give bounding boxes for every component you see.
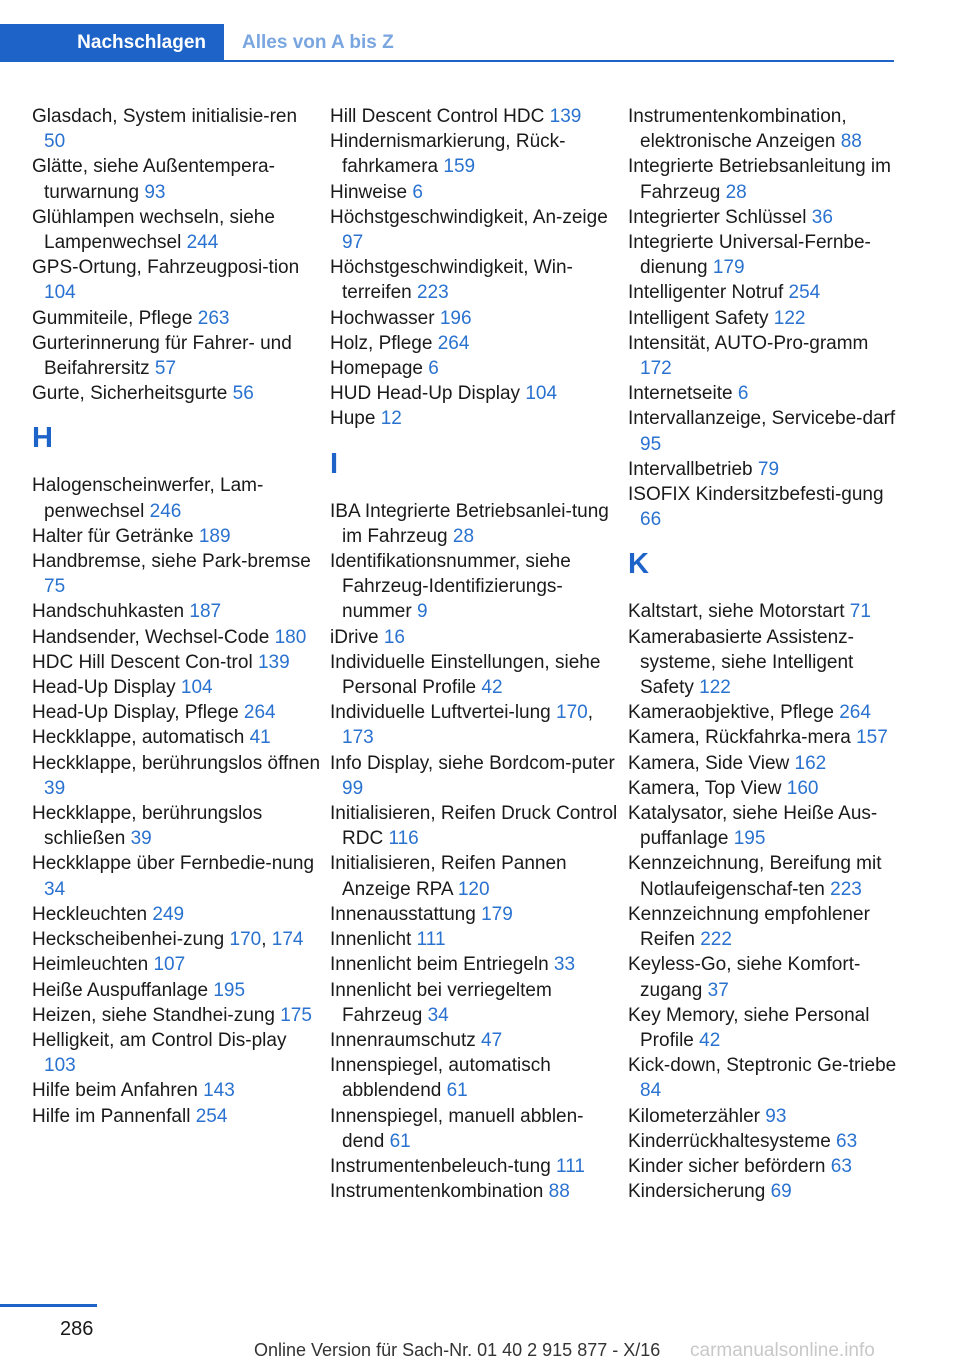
- index-entry: [32, 524, 322, 549]
- page-reference-link[interactable]: 120: [457, 878, 490, 900]
- index-term: Halter für Getränke: [32, 525, 194, 547]
- page-reference-link[interactable]: 50: [44, 131, 66, 153]
- index-term: Gummiteile, Pflege: [32, 307, 193, 329]
- index-term: Handschuhkasten: [32, 601, 185, 623]
- page-reference-link[interactable]: 39: [130, 828, 152, 850]
- index-entry: [32, 952, 322, 977]
- index-entry: [330, 549, 620, 625]
- page-number: 286: [60, 1318, 94, 1340]
- index-term: IBA Integrierte Betriebsanlei-tung im Fahrzeug: [330, 500, 609, 547]
- index-entry: [628, 1003, 898, 1053]
- page-reference-link[interactable]: 71: [849, 601, 871, 623]
- index-entry: [330, 356, 620, 381]
- index-term: Intelligenter Notruf: [628, 282, 784, 304]
- index-entry: [330, 1028, 620, 1053]
- index-entry: [330, 205, 620, 255]
- index-term: Heckklappe über Fernbedie-nung: [32, 853, 315, 875]
- page-reference-link[interactable]: 84: [640, 1080, 662, 1102]
- page-reference-link[interactable]: 264: [437, 332, 470, 354]
- page-reference-link[interactable]: 39: [44, 777, 66, 799]
- index-entry: [628, 700, 898, 725]
- index-entry: [628, 1129, 898, 1154]
- index-term: Integrierter Schlüssel: [628, 206, 807, 228]
- index-entry: [330, 851, 620, 901]
- index-term: Innenausstattung: [330, 903, 476, 925]
- page-reference-link[interactable]: 16: [383, 626, 405, 648]
- index-entry: [628, 625, 898, 701]
- index-term: Hilfe im Pannenfall: [32, 1105, 191, 1127]
- tab-nachschlagen[interactable]: Nachschlagen: [0, 24, 224, 62]
- page-reference-link[interactable]: 47: [481, 1029, 503, 1051]
- page-reference-link[interactable]: 28: [725, 181, 747, 203]
- index-entry: [330, 180, 620, 205]
- index-term: Heizen, siehe Standhei-zung: [32, 1004, 275, 1026]
- header-divider: [224, 60, 894, 62]
- index-term: Heckleuchten: [32, 903, 148, 925]
- index-term: ISOFIX Kindersitzbefesti-gung: [628, 484, 884, 506]
- index-term: Kick-down, Steptronic Ge-triebe: [628, 1055, 897, 1077]
- index-term: Kamerabasierte Assistenz-systeme, siehe Intelligent Safety: [628, 626, 854, 699]
- page-reference-link[interactable]: 111: [416, 929, 446, 951]
- index-term: Kindersicherung: [628, 1181, 766, 1203]
- index-term: Initialisieren, Reifen Druck Control RDC: [330, 803, 618, 850]
- index-term: Halogenscheinwerfer, Lam-penwechsel: [32, 475, 264, 522]
- page-reference-link[interactable]: 9: [416, 601, 428, 623]
- index-entry: [628, 1104, 898, 1129]
- index-term: Head-Up Display: [32, 677, 176, 699]
- page-reference-link[interactable]: 104: [44, 282, 76, 304]
- index-entry: [628, 952, 898, 1002]
- page-reference-link[interactable]: 139: [549, 106, 582, 127]
- index-term: Instrumentenbeleuch-tung: [330, 1155, 551, 1177]
- index-entry: [628, 205, 898, 230]
- page-reference-link[interactable]: 104: [180, 677, 213, 699]
- index-term: Kameraobjektive, Pflege: [628, 702, 834, 724]
- page-reference-link[interactable]: 103: [44, 1055, 76, 1077]
- index-term: Glätte, siehe Außentempera-turwarnung: [32, 156, 275, 203]
- page-reference-link[interactable]: 111: [556, 1155, 585, 1177]
- index-entry: [628, 154, 898, 204]
- index-entry: [330, 1179, 620, 1204]
- page-reference-link[interactable]: 179: [712, 257, 745, 279]
- index-column-1: [32, 104, 322, 1129]
- index-entry: [32, 650, 322, 675]
- index-term: Innenspiegel, manuell abblen-dend: [330, 1105, 584, 1152]
- index-entry: [32, 154, 322, 204]
- page-reference-link[interactable]: 189: [198, 525, 231, 547]
- index-term: Heiße Auspuffanlage: [32, 979, 209, 1001]
- index-entry: [330, 625, 620, 650]
- page-reference-link[interactable]: 93: [144, 181, 166, 203]
- index-entry: [628, 406, 898, 456]
- page-reference-link[interactable]: 88: [548, 1181, 570, 1203]
- index-entry: [32, 625, 322, 650]
- watermark: carmanualsonline.info: [690, 1340, 875, 1361]
- index-term: Höchstgeschwindigkeit, An-zeige: [330, 206, 608, 228]
- index-entry: [628, 104, 898, 154]
- index-entry: [628, 331, 898, 381]
- index-entry: [330, 381, 620, 406]
- section-letter: I: [330, 447, 339, 480]
- index-entry: [32, 851, 322, 901]
- page-reference-link[interactable]: 79: [757, 458, 780, 480]
- page-reference-link[interactable]: 42: [699, 1029, 721, 1051]
- page-reference-link[interactable]: 143: [203, 1080, 235, 1102]
- page-reference-link[interactable]: 162: [794, 752, 827, 774]
- index-entry: [32, 1028, 322, 1078]
- index-term: Innenlicht: [330, 929, 412, 951]
- page-reference-link[interactable]: 41: [249, 727, 271, 749]
- index-entry: [628, 725, 898, 750]
- index-entry: [32, 599, 322, 624]
- index-term: HDC Hill Descent Con-trol: [32, 651, 253, 673]
- page-reference-link[interactable]: 180: [274, 626, 307, 648]
- page-reference-link[interactable]: 34: [427, 1004, 449, 1026]
- index-term: Kinder sicher befördern: [628, 1155, 826, 1177]
- index-term: Heckklappe, automatisch: [32, 727, 245, 749]
- index-term: Kennzeichnung, Bereifung mit Notlaufeigenschaf-ten: [628, 853, 882, 900]
- section-letter: H: [32, 422, 53, 455]
- page-reference-link[interactable]: 264: [839, 702, 871, 724]
- index-entry: Individuelle Luftvertei-lung 170, 173: [330, 702, 594, 749]
- index-entry: [32, 255, 322, 305]
- index-term: Holz, Pflege: [330, 332, 433, 354]
- index-term: Glühlampen wechseln, siehe Lampenwechsel: [32, 206, 275, 254]
- index-term: Instrumentenkombination, elektronische Anzeigen: [628, 106, 847, 153]
- index-term: Heckklappe, berührungslos öffnen: [32, 752, 321, 774]
- index-term: Intelligent Safety: [628, 307, 769, 329]
- page-reference-link[interactable]: 139: [257, 651, 290, 673]
- page-reference-link[interactable]: 66: [640, 509, 662, 531]
- index-entry: [628, 801, 898, 851]
- index-term: Höchstgeschwindigkeit, Win-terreifen: [330, 257, 573, 304]
- index-entry: [32, 725, 322, 750]
- index-entry: [330, 499, 620, 549]
- index-entry: [330, 902, 620, 927]
- index-term: Innenspiegel, automatisch abblendend: [330, 1055, 551, 1102]
- index-term: Handbremse, siehe Park-bremse: [32, 551, 311, 573]
- index-entry: [32, 549, 322, 599]
- online-version-note: Online Version für Sach-Nr. 01 40 2 915 877 - X/16: [254, 1340, 661, 1360]
- index-term: GPS-Ortung, Fahrzeugposi-tion: [32, 257, 300, 279]
- page-reference-link[interactable]: 195: [213, 979, 246, 1001]
- index-term: Kinderrückhaltesysteme: [628, 1130, 831, 1152]
- page-reference-link[interactable]: 244: [186, 232, 219, 254]
- index-entry: [628, 482, 898, 532]
- page-reference-link[interactable]: 222: [700, 929, 732, 951]
- index-entry: [330, 1104, 620, 1154]
- page-reference-link[interactable]: 170: [229, 929, 262, 951]
- index-entry: [628, 599, 898, 624]
- page-reference-link[interactable]: 264: [243, 702, 276, 724]
- page-reference-link[interactable]: 99: [342, 777, 364, 799]
- page-reference-link[interactable]: 173: [342, 727, 374, 749]
- index-entry: [32, 331, 322, 381]
- page-reference-link[interactable]: 61: [446, 1080, 468, 1102]
- index-entry: [330, 129, 620, 179]
- index-entry: [32, 902, 322, 927]
- index-entry: [330, 104, 620, 129]
- page-reference-link[interactable]: 122: [773, 307, 806, 329]
- index-entry: [330, 650, 620, 700]
- page-reference-link[interactable]: 6: [428, 358, 439, 380]
- index-entry: [32, 1003, 322, 1028]
- index-term: Identifikationsnummer, siehe Fahrzeug-Identifizierungs-nummer: [330, 551, 571, 623]
- index-term: Head-Up Display, Pflege: [32, 702, 239, 724]
- index-entry: [628, 902, 898, 952]
- index-term: Katalysator, siehe Heiße Aus-puffanlage: [628, 803, 878, 850]
- index-term: Initialisieren, Reifen Pannen Anzeige RPA: [330, 853, 567, 900]
- page-reference-link[interactable]: 195: [733, 828, 766, 850]
- page-reference-link[interactable]: 97: [342, 232, 364, 254]
- index-term: Hupe: [330, 408, 376, 430]
- index-entry: [330, 927, 620, 952]
- index-entry: [32, 801, 322, 851]
- page-reference-link[interactable]: 116: [388, 828, 419, 850]
- page-reference-link[interactable]: 170: [556, 702, 588, 724]
- index-term: Info Display, siehe Bordcom-puter: [330, 752, 615, 774]
- page-reference-link[interactable]: 56: [232, 383, 254, 405]
- index-entry: [628, 280, 898, 305]
- page-reference-link[interactable]: 263: [197, 307, 230, 329]
- page-reference-link[interactable]: 223: [830, 878, 862, 900]
- index-term: Gurterinnerung für Fahrer- und Beifahrersitz: [32, 332, 292, 380]
- index-term: Individuelle Einstellungen, siehe Personal Profile: [330, 651, 601, 699]
- section-letter: K: [628, 548, 649, 581]
- tab-alles-von-a-bis-z[interactable]: Alles von A bis Z: [242, 32, 394, 53]
- index-term: Innenlicht bei verriegeltem Fahrzeug: [330, 979, 552, 1026]
- index-term: Hindernismarkierung, Rück-fahrkamera: [330, 131, 566, 178]
- index-entry: [628, 751, 898, 776]
- page-reference-link[interactable]: 107: [153, 954, 186, 976]
- index-term: Kilometerzähler: [628, 1105, 760, 1127]
- page-reference-link[interactable]: 6: [412, 181, 423, 203]
- page-reference-link[interactable]: 254: [788, 282, 821, 304]
- index-column-3: [628, 104, 898, 1204]
- index-entry: [32, 104, 322, 154]
- index-entry: [330, 751, 620, 801]
- page-reference-link[interactable]: 75: [44, 576, 66, 598]
- index-entry: [32, 978, 322, 1003]
- page-reference-link[interactable]: 33: [553, 954, 576, 976]
- page-reference-link[interactable]: 175: [280, 1004, 312, 1026]
- index-term: Kamera, Top View: [628, 777, 782, 799]
- index-term: Helligkeit, am Control Dis-play: [32, 1029, 287, 1051]
- page-reference-link[interactable]: 254: [195, 1105, 228, 1127]
- page-reference-link[interactable]: 172: [640, 358, 672, 380]
- index-entry: [330, 952, 620, 977]
- index-entry: [628, 457, 898, 482]
- index-entry: [32, 675, 322, 700]
- page-reference-link[interactable]: 34: [44, 878, 66, 900]
- index-entry: [32, 381, 322, 406]
- index-term: Intervallbetrieb: [628, 458, 753, 480]
- index-term: Handsender, Wechsel-Code: [32, 626, 270, 648]
- index-term: Kamera, Side View: [628, 752, 790, 774]
- index-entry: [330, 1154, 620, 1179]
- index-term: Integrierte Universal-Fernbe-dienung: [628, 232, 871, 279]
- page-reference-link[interactable]: 63: [836, 1130, 858, 1152]
- index-entry: [330, 255, 620, 305]
- index-term: Key Memory, siehe Personal Profile: [628, 1004, 870, 1051]
- index-term: HUD Head-Up Display: [330, 383, 521, 405]
- index-term: Intensität, AUTO-Pro-gramm: [628, 332, 869, 354]
- index-term: Hochwasser: [330, 307, 435, 329]
- index-entry: [330, 978, 620, 1028]
- index-term: Gurte, Sicherheitsgurte: [32, 383, 228, 405]
- page-reference-link[interactable]: 28: [452, 525, 475, 547]
- index-term: Innenraumschutz: [330, 1029, 476, 1051]
- index-term: Internetseite: [628, 383, 733, 405]
- page-reference-link[interactable]: 57: [154, 358, 177, 380]
- index-term: Integrierte Betriebsanleitung im Fahrzeug: [628, 156, 891, 203]
- index-term: Instrumentenkombination: [330, 1181, 544, 1203]
- page-reference-link[interactable]: 6: [737, 383, 749, 405]
- index-entry: [32, 205, 322, 255]
- page-reference-link[interactable]: 179: [481, 903, 513, 925]
- index-entry: [32, 751, 322, 801]
- page-reference-link[interactable]: 69: [770, 1181, 792, 1203]
- index-term: Innenlicht beim Entriegeln: [330, 954, 549, 976]
- page-reference-link[interactable]: 36: [811, 206, 833, 228]
- index-term: Intervallanzeige, Servicebe-darf: [628, 408, 896, 430]
- page-reference-link[interactable]: 88: [840, 131, 862, 153]
- page-reference-link[interactable]: 95: [640, 433, 662, 455]
- index-entry: [628, 1154, 898, 1179]
- index-entry: [32, 1078, 322, 1103]
- page-reference-link[interactable]: 249: [152, 903, 185, 925]
- index-term: iDrive: [330, 626, 379, 648]
- page-reference-link[interactable]: 160: [786, 777, 819, 799]
- index-entry: [628, 1179, 898, 1204]
- index-entry: [32, 1104, 322, 1129]
- page-reference-link[interactable]: 93: [765, 1105, 787, 1127]
- index-entry: [330, 306, 620, 331]
- index-term: Kaltstart, siehe Motorstart: [628, 601, 845, 623]
- page-reference-link[interactable]: 223: [416, 282, 449, 304]
- page-reference-link[interactable]: 37: [707, 979, 729, 1001]
- index-term: Heckscheibenhei-zung: [32, 929, 225, 951]
- page-reference-link[interactable]: 159: [443, 156, 476, 178]
- page-reference-link[interactable]: 63: [830, 1155, 852, 1177]
- index-entry: [628, 1053, 898, 1103]
- index-entry: [628, 230, 898, 280]
- index-entry: [32, 473, 322, 523]
- index-entry: [628, 776, 898, 801]
- index-column-2: [330, 104, 620, 1204]
- index-entry: [628, 306, 898, 331]
- page-header: [0, 0, 960, 62]
- index-term: Hilfe beim Anfahren: [32, 1080, 198, 1102]
- index-entry: [628, 851, 898, 901]
- index-term: Glasdach, System initialisie-ren: [32, 106, 298, 127]
- index-entry: [330, 406, 620, 431]
- index-entry: [32, 306, 322, 331]
- index-term: Kennzeichnung empfohlener Reifen: [628, 903, 870, 951]
- index-term: Hinweise: [330, 181, 408, 203]
- page-number-rule: [0, 1304, 97, 1307]
- index-entry: [330, 1053, 620, 1103]
- page-reference-link[interactable]: 12: [380, 408, 402, 430]
- index-entry: [628, 381, 898, 406]
- index-term: Hill Descent Control HDC: [330, 106, 545, 127]
- page-reference-link[interactable]: 187: [189, 601, 222, 623]
- page-reference-link[interactable]: 174: [271, 929, 304, 951]
- index-entry: [330, 801, 620, 851]
- page-reference-link[interactable]: 157: [856, 727, 888, 749]
- page-reference-link[interactable]: 104: [525, 383, 558, 405]
- index-entry: [32, 700, 322, 725]
- index-term: Heimleuchten: [32, 954, 149, 976]
- index-term: Kamera, Rückfahrka-mera: [628, 727, 851, 749]
- index-term: Heckklappe, berührungslos schließen: [32, 803, 263, 850]
- page-reference-link[interactable]: 122: [699, 677, 731, 699]
- index-term: Homepage: [330, 358, 423, 380]
- index-entry: [330, 331, 620, 356]
- index-term: Individuelle Luftvertei-lung: [330, 702, 551, 724]
- page-reference-link[interactable]: 196: [439, 307, 472, 329]
- index-term: Keyless-Go, siehe Komfort-zugang: [628, 954, 861, 1001]
- page-reference-link[interactable]: 246: [149, 500, 182, 522]
- index-entry: Heckscheibenhei-zung 170, 174: [32, 929, 304, 951]
- page-reference-link[interactable]: 42: [481, 677, 503, 699]
- page-reference-link[interactable]: 61: [389, 1130, 411, 1152]
